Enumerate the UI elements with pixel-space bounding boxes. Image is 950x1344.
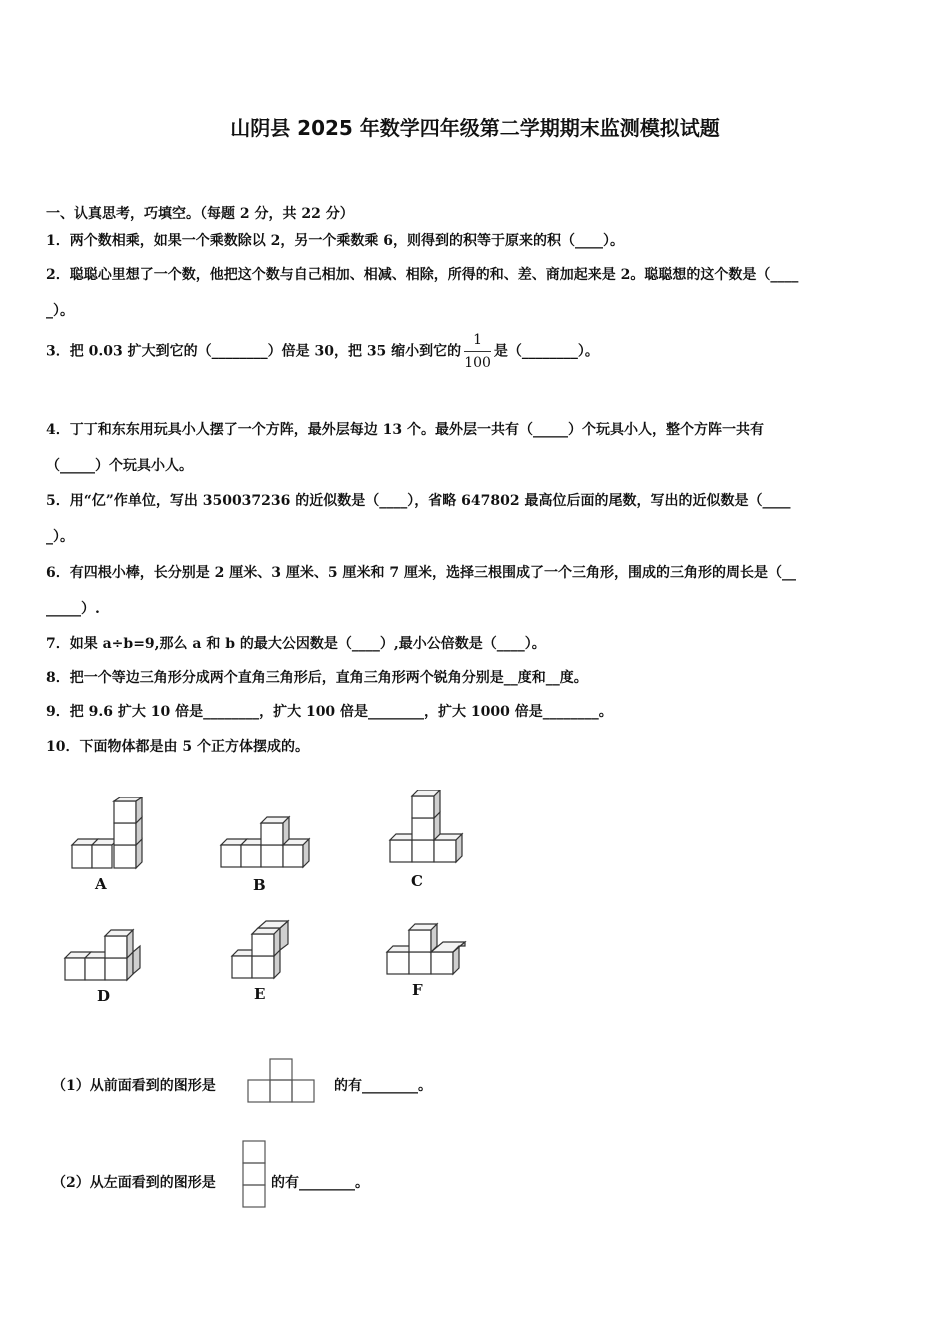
question-3-text-before: 3．把 0.03 扩大到它的（________）倍是 30，把 35 缩小到它的 [46,343,462,360]
figure-f-cubes [383,922,469,980]
figure-b-cubes [218,815,318,870]
question-5-line-2: _）。 [46,529,74,545]
sub-question-1-prefix: （1）从前面看到的图形是 [52,1078,216,1094]
question-4-line-1: 4．丁丁和东东用玩具小人摆了一个方阵，最外层每边 13 个。最外层一共有（_____）个玩具小人，整个方阵一共有 [46,422,764,438]
figure-e-cubes [228,918,294,982]
figure-d-cubes [62,928,150,984]
figure-label-f: F [412,981,423,999]
question-8: 8．把一个等边三角形分成两个直角三角形后，直角三角形两个锐角分别是__度和__度。 [46,670,588,686]
fraction [464,333,491,370]
question-3 [46,333,599,370]
question-4-line-2: （_____）个玩具小人。 [46,458,193,474]
page-title: 山阴县 2025 年数学四年级第二学期期末监测模拟试题 [230,116,720,140]
question-7: 7．如果 a÷b=9,那么 a 和 b 的最大公因数是（____）,最小公倍数是（____）。 [46,636,546,652]
question-1: 1．两个数相乘，如果一个乘数除以 2，另一个乘数乘 6，则得到的积等于原来的积（____）。 [46,233,624,249]
figure-label-a: A [95,875,107,893]
question-2-line-1: 2．聪聪心里想了一个数，他把这个数与自己相加、相减、相除，所得的和、差、商加起来是 2。聪聪想的这个数是（____ [46,267,799,283]
fraction-denominator: 100 [464,351,491,370]
question-6-line-1: 6．有四根小棒，长分别是 2 厘米、3 厘米、5 厘米和 7 厘米，选择三根围成了一个三角形，围成的三角形的周长是（__ [46,565,796,581]
question-5-line-1: 5．用“亿”作单位，写出 350037236 的近似数是（____），省略 647802 最高位后面的尾数，写出的近似数是（____ [46,493,791,509]
figure-label-e: E [254,985,266,1003]
figure-c-cubes [386,790,466,866]
sub-question-1-answer: 的有________。 [334,1078,432,1094]
front-view-shape [246,1058,316,1104]
figure-label-d: D [97,987,111,1005]
sub-question-2-prefix: （2）从左面看到的图形是 [52,1175,216,1191]
question-6-line-2: _____）. [46,601,100,617]
left-view-shape [240,1138,270,1210]
question-10: 10．下面物体都是由 5 个正方体摆成的。 [46,739,309,755]
sub-question-2-answer: 的有________。 [271,1175,369,1191]
fraction-numerator: 1 [473,332,483,348]
question-3-text-after: 是（________）。 [493,343,599,360]
figure-label-b: B [253,876,266,894]
section-heading: 一、认真思考，巧填空。（每题 2 分，共 22 分） [46,206,354,222]
question-9: 9．把 9.6 扩大 10 倍是________，扩大 100 倍是________，扩大 1000 倍是________。 [46,704,613,720]
figure-a-cubes [68,797,148,872]
figure-label-c: C [411,872,423,890]
question-2-line-2: _）。 [46,303,74,319]
